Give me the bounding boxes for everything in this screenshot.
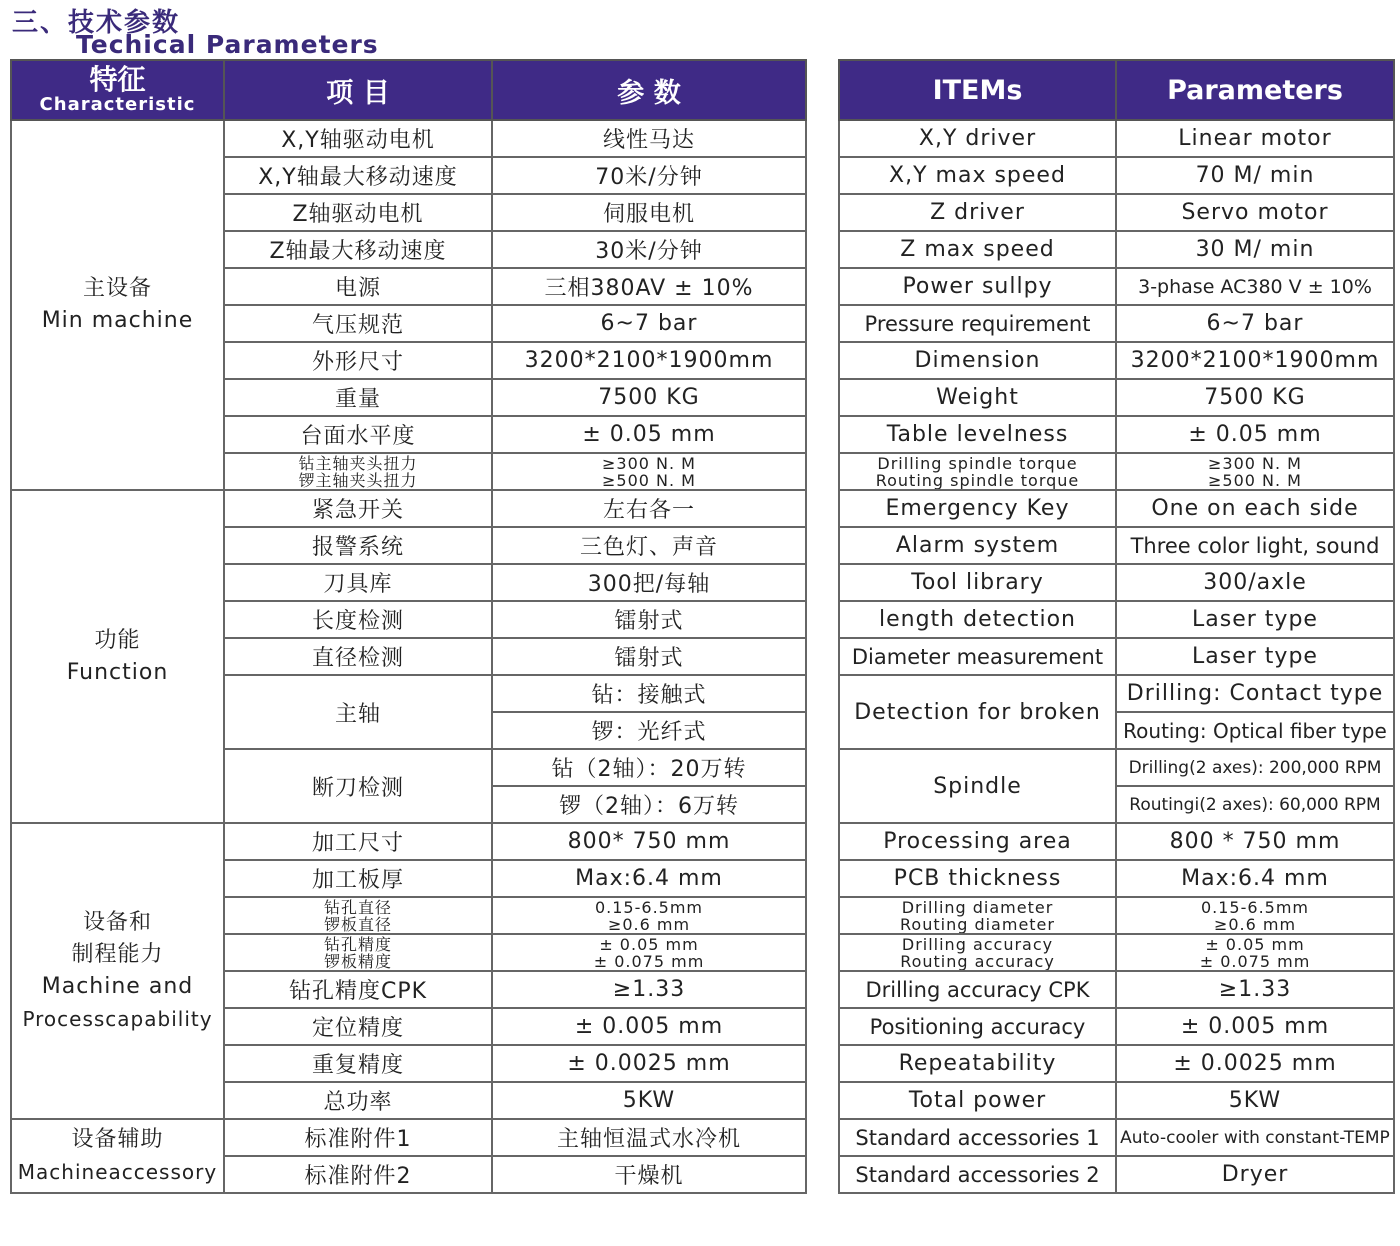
item-cell: X,Y轴驱动电机 — [224, 120, 492, 157]
value-cell — [1116, 897, 1394, 934]
header-characteristic — [11, 60, 224, 120]
value-cell: Auto-cooler with constant-TEMP — [1116, 1119, 1394, 1156]
item-cell: Positioning accuracy — [839, 1008, 1116, 1045]
value-cell: Laser type — [1116, 638, 1394, 675]
value-cell: 镭射式 — [492, 638, 806, 675]
item-cell — [224, 453, 492, 490]
item-cell: 气压规范 — [224, 305, 492, 342]
value-cell: 3200*2100*1900mm — [492, 342, 806, 379]
table-row — [839, 564, 1394, 601]
item-cell: 直径检测 — [224, 638, 492, 675]
value-cell: ≥1.33 — [1116, 971, 1394, 1008]
item-line: Routing spindle torque — [875, 470, 1080, 490]
group-capability — [11, 823, 224, 1119]
table-row — [839, 194, 1394, 231]
value-cell: One on each side — [1116, 490, 1394, 527]
value-line: ± 0.075 mm — [1199, 951, 1311, 971]
item-cell: 加工板厚 — [224, 860, 492, 897]
value-cell: 70 M/ min — [1116, 157, 1394, 194]
value-cell: 6~7 bar — [1116, 305, 1394, 342]
value-line: ≥0.6 mm — [607, 914, 691, 934]
group-function — [11, 490, 224, 823]
table-row — [839, 823, 1394, 860]
item-cell: Tool library — [839, 564, 1116, 601]
table-row — [839, 749, 1394, 786]
value-cell: 30米/分钟 — [492, 231, 806, 268]
table-header-row — [11, 60, 806, 120]
item-cell — [224, 897, 492, 934]
value-cell: 7500 KG — [492, 379, 806, 416]
value-cell: 800 * 750 mm — [1116, 823, 1394, 860]
value-cell: 300/axle — [1116, 564, 1394, 601]
value-cell: Linear motor — [1116, 120, 1394, 157]
item-cell — [839, 934, 1116, 971]
group-accessory — [11, 1119, 224, 1193]
table-row — [839, 453, 1394, 490]
table-row — [839, 934, 1394, 971]
value-cell: 5KW — [1116, 1082, 1394, 1119]
table-row — [839, 971, 1394, 1008]
value-cell: 800* 750 mm — [492, 823, 806, 860]
table-row — [839, 897, 1394, 934]
item-cell: 刀具库 — [224, 564, 492, 601]
value-cell: ≥1.33 — [492, 971, 806, 1008]
item-cell: 主轴 — [224, 675, 492, 749]
value-cell: 锣：光纤式 — [492, 712, 806, 749]
item-cell: Z driver — [839, 194, 1116, 231]
item-line: 锣板直径 — [323, 914, 392, 934]
value-cell: 钻（2轴）：20万转 — [492, 749, 806, 786]
value-cell: 6~7 bar — [492, 305, 806, 342]
value-cell — [1116, 453, 1394, 490]
item-line: 锣板精度 — [323, 951, 392, 971]
table-row — [839, 675, 1394, 712]
item-cell: Z max speed — [839, 231, 1116, 268]
table-row — [839, 305, 1394, 342]
table-row — [839, 1008, 1394, 1045]
value-cell: ± 0.05 mm — [1116, 416, 1394, 453]
value-cell: ± 0.05 mm — [492, 416, 806, 453]
value-cell: 3200*2100*1900mm — [1116, 342, 1394, 379]
value-cell: Three color light, sound — [1116, 527, 1394, 564]
table-row — [11, 823, 806, 860]
item-cell: Standard accessories 1 — [839, 1119, 1116, 1156]
value-cell: 左右各一 — [492, 490, 806, 527]
table-row — [839, 638, 1394, 675]
header-item: 项 目 — [224, 60, 492, 120]
item-line: 钻孔直径 — [323, 897, 392, 917]
value-cell: 5KW — [492, 1082, 806, 1119]
value-line: ± 0.075 mm — [593, 951, 705, 971]
item-cell — [839, 453, 1116, 490]
table-row — [839, 490, 1394, 527]
value-cell: 70米/分钟 — [492, 157, 806, 194]
item-cell: 外形尺寸 — [224, 342, 492, 379]
value-cell: 7500 KG — [1116, 379, 1394, 416]
item-cell: 定位精度 — [224, 1008, 492, 1045]
item-cell: X,Y driver — [839, 120, 1116, 157]
group-label-en: Machine and — [41, 974, 194, 999]
table-row — [839, 1156, 1394, 1193]
item-cell: Table levelness — [839, 416, 1116, 453]
item-cell: Emergency Key — [839, 490, 1116, 527]
value-line: ± 0.05 mm — [599, 934, 699, 954]
header-param: 参 数 — [492, 60, 806, 120]
item-line: 钻主轴夹头扭力 — [298, 453, 418, 473]
value-cell — [492, 897, 806, 934]
table-row — [11, 120, 806, 157]
table-row — [839, 601, 1394, 638]
item-cell: Power sullpy — [839, 268, 1116, 305]
table-row — [839, 1119, 1394, 1156]
value-cell: 三相380AV ± 10% — [492, 268, 806, 305]
item-cell: Processing area — [839, 823, 1116, 860]
value-line: ≥0.6 mm — [1213, 914, 1297, 934]
table-row — [839, 1082, 1394, 1119]
item-cell: 电源 — [224, 268, 492, 305]
value-cell: 干燥机 — [492, 1156, 806, 1193]
value-line: ≥300 N. M — [1208, 453, 1302, 473]
table-row — [11, 490, 806, 527]
item-line: Drilling accuracy — [901, 934, 1054, 954]
item-cell: 标准附件2 — [224, 1156, 492, 1193]
group-label-en: Processcapability — [22, 1007, 213, 1031]
item-cell — [839, 897, 1116, 934]
item-line: 锣主轴夹头扭力 — [298, 470, 418, 490]
value-line: ≥500 N. M — [1208, 470, 1302, 490]
value-cell: Servo motor — [1116, 194, 1394, 231]
value-cell: ± 0.005 mm — [492, 1008, 806, 1045]
value-line: 0.15-6.5mm — [1200, 897, 1309, 917]
value-cell — [492, 453, 806, 490]
item-cell: 断刀检测 — [224, 749, 492, 823]
table-row — [839, 416, 1394, 453]
group-label-en: Machineaccessory — [17, 1160, 218, 1184]
value-cell: 30 M/ min — [1116, 231, 1394, 268]
value-cell: 主轴恒温式水冷机 — [492, 1119, 806, 1156]
table-row — [11, 1119, 806, 1156]
group-label-cn: 设备辅助 — [71, 1127, 164, 1152]
item-cell: Z轴最大移动速度 — [224, 231, 492, 268]
item-cell: 标准附件1 — [224, 1119, 492, 1156]
value-cell: ± 0.0025 mm — [1116, 1045, 1394, 1082]
header-characteristic-en: Characteristic — [39, 94, 196, 115]
value-cell: 伺服电机 — [492, 194, 806, 231]
value-cell: ± 0.0025 mm — [492, 1045, 806, 1082]
value-cell: 线性马达 — [492, 120, 806, 157]
table-row — [839, 342, 1394, 379]
item-line: 钻孔精度 — [323, 934, 392, 954]
group-label-cn: 制程能力 — [71, 942, 164, 967]
value-cell: 钻：接触式 — [492, 675, 806, 712]
item-cell: X,Y轴最大移动速度 — [224, 157, 492, 194]
header-characteristic-cn: 特征 — [89, 63, 146, 96]
group-label-en: Min machine — [41, 308, 194, 333]
item-line: Drilling diameter — [901, 897, 1054, 917]
item-cell: Repeatability — [839, 1045, 1116, 1082]
value-cell: Dryer — [1116, 1156, 1394, 1193]
value-cell: Drilling(2 axes): 200,000 RPM — [1116, 749, 1394, 786]
value-cell: ± 0.005 mm — [1116, 1008, 1394, 1045]
group-main-machine — [11, 120, 224, 490]
value-cell: Max:6.4 mm — [1116, 860, 1394, 897]
value-cell: Routing: Optical fiber type — [1116, 712, 1394, 749]
item-cell: 总功率 — [224, 1082, 492, 1119]
item-cell: 报警系统 — [224, 527, 492, 564]
item-cell: Spindle — [839, 749, 1116, 823]
table-row — [839, 1045, 1394, 1082]
item-cell: Total power — [839, 1082, 1116, 1119]
item-cell: Weight — [839, 379, 1116, 416]
value-cell: Laser type — [1116, 601, 1394, 638]
group-label-cn: 主设备 — [82, 276, 152, 301]
item-cell: Pressure requirement — [839, 305, 1116, 342]
item-cell: Standard accessories 2 — [839, 1156, 1116, 1193]
value-cell: Routingi(2 axes): 60,000 RPM — [1116, 786, 1394, 823]
item-cell: 台面水平度 — [224, 416, 492, 453]
item-cell: 加工尺寸 — [224, 823, 492, 860]
value-line: ± 0.05 mm — [1205, 934, 1305, 954]
item-cell: length detection — [839, 601, 1116, 638]
item-cell: Detection for broken — [839, 675, 1116, 749]
value-cell: 锣（2轴）：6万转 — [492, 786, 806, 823]
value-cell: 镭射式 — [492, 601, 806, 638]
item-cell: Drilling accuracy CPK — [839, 971, 1116, 1008]
value-line: ≥300 N. M — [602, 453, 696, 473]
item-cell: 紧急开关 — [224, 490, 492, 527]
value-cell — [492, 934, 806, 971]
table-row — [839, 860, 1394, 897]
item-line: Routing diameter — [900, 914, 1055, 934]
item-cell: Diameter measurement — [839, 638, 1116, 675]
item-cell: PCB thickness — [839, 860, 1116, 897]
header-parameters: Parameters — [1116, 60, 1394, 120]
value-line: ≥500 N. M — [602, 470, 696, 490]
table-row — [839, 527, 1394, 564]
value-cell: Drilling: Contact type — [1116, 675, 1394, 712]
group-label-cn: 功能 — [94, 627, 141, 653]
item-cell: 长度检测 — [224, 601, 492, 638]
table-row — [839, 379, 1394, 416]
value-cell: 三色灯、声音 — [492, 527, 806, 564]
header-items: ITEMs — [839, 60, 1116, 120]
item-line: Routing accuracy — [900, 951, 1055, 971]
value-cell: 300把/每轴 — [492, 564, 806, 601]
value-cell: 3-phase AC380 V ± 10% — [1116, 268, 1394, 305]
item-line: Drilling spindle torque — [877, 453, 1078, 473]
group-label-en: Function — [66, 659, 169, 685]
group-label-cn: 设备和 — [82, 910, 152, 935]
item-cell: 重量 — [224, 379, 492, 416]
parameters-table-en — [838, 59, 1395, 1194]
item-cell: 钻孔精度CPK — [224, 971, 492, 1008]
item-cell: 重复精度 — [224, 1045, 492, 1082]
section-title-cn: 三、技术参数 — [12, 8, 181, 38]
value-line: 0.15-6.5mm — [594, 897, 703, 917]
table-row — [839, 231, 1394, 268]
item-cell: Alarm system — [839, 527, 1116, 564]
table-header-row — [839, 60, 1394, 120]
parameters-table-cn — [10, 59, 807, 1194]
value-cell — [1116, 934, 1394, 971]
item-cell: X,Y max speed — [839, 157, 1116, 194]
section-title-en: Techical Parameters — [76, 30, 379, 59]
table-row — [839, 120, 1394, 157]
item-cell — [224, 934, 492, 971]
table-row — [839, 268, 1394, 305]
value-cell: Max:6.4 mm — [492, 860, 806, 897]
table-row — [839, 157, 1394, 194]
item-cell: Z轴驱动电机 — [224, 194, 492, 231]
item-cell: Dimension — [839, 342, 1116, 379]
